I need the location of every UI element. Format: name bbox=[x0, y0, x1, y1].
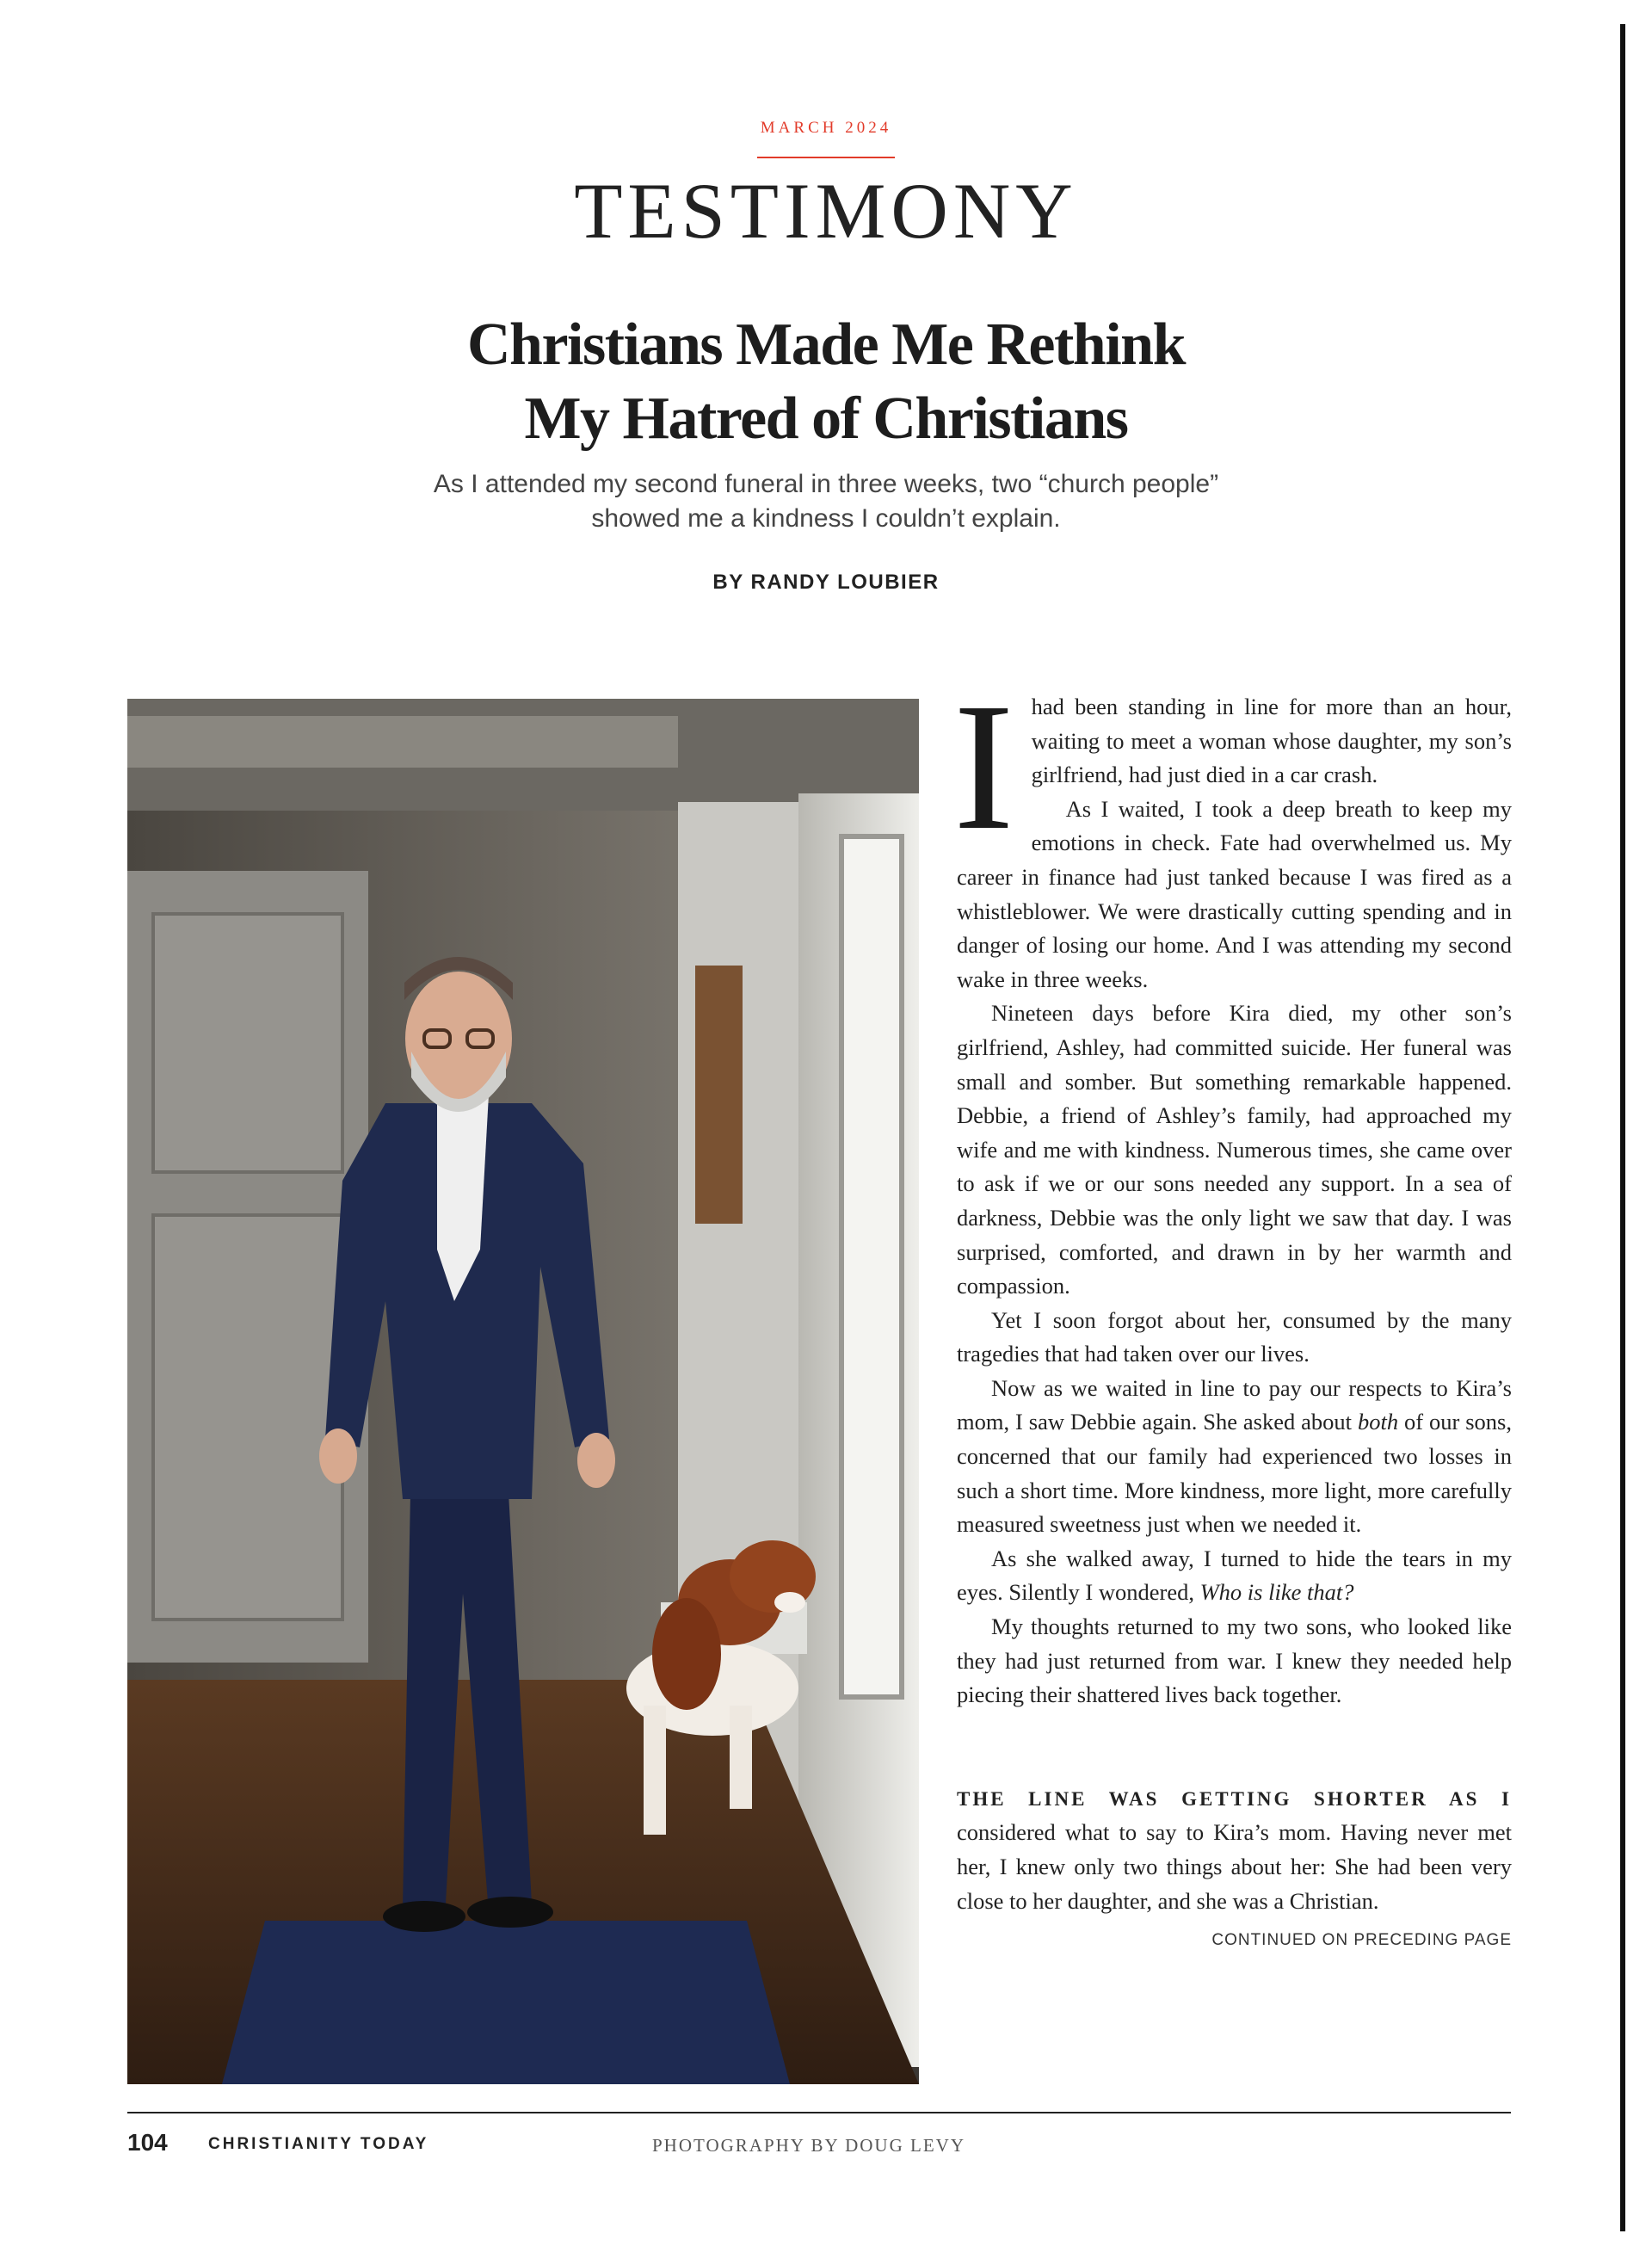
paragraph-5-text-b: of our sons, concerned that our family had experienced two losses in such a short time. More kindness, more light, more carefully measured sweetness just when we needed it. bbox=[957, 1409, 1512, 1538]
paragraph-8 bbox=[957, 1781, 1512, 1950]
paragraph-6 bbox=[957, 1542, 1512, 1610]
headline bbox=[0, 308, 1652, 456]
paragraph-6-emphasis: Who is like that? bbox=[1199, 1579, 1354, 1606]
byline: BY RANDY LOUBIER bbox=[712, 571, 940, 594]
paragraph-7: My thoughts returned to my two sons, who looked like they had just returned from war. I knew they needed help piecing their shattered lives back together. bbox=[957, 1614, 1512, 1708]
paragraph-6-text-a: As she walked away, I turned to hide the tears in my eyes. Silently I wondered, bbox=[957, 1545, 1512, 1606]
article-photo bbox=[127, 699, 919, 2084]
issue-date: MARCH 2024 bbox=[760, 119, 892, 137]
section-lead-in: THE LINE WAS GETTING SHORTER AS I bbox=[957, 1787, 1512, 1810]
paragraph-8-text: considered what to say to Kira’s mom. Having never met her, I knew only two things about her: She had been very close to her daughter, and she was a Christian. bbox=[957, 1819, 1512, 1914]
date-divider bbox=[757, 157, 895, 158]
paragraph-1 bbox=[953, 665, 1512, 867]
page-number: 104 bbox=[127, 2129, 168, 2156]
headline-line-2: My Hatred of Christians bbox=[524, 386, 1128, 452]
paragraph-1-text: had been standing in line for more than an hour, waiting to meet a woman whose daughter, my son’s girlfriend, had just died in a car crash. bbox=[1031, 694, 1512, 788]
paragraph-4: Yet I soon forgot about her, consumed by the many tragedies that had taken over our lives. bbox=[957, 1306, 1512, 1367]
publication-name: CHRISTIANITY TODAY bbox=[208, 2135, 429, 2153]
dek bbox=[0, 467, 1652, 536]
dek-line-1: As I attended my second funeral in three weeks, two “church people” bbox=[433, 470, 1219, 498]
continued-note: CONTINUED ON PRECEDING PAGE bbox=[1211, 1931, 1512, 1950]
paragraph-5-text-a: Now as we waited in line to pay our respects to Kira’s mom, I saw Debbie again. She asked about bbox=[957, 1374, 1512, 1435]
footer-divider bbox=[127, 2112, 1511, 2113]
drop-cap: I bbox=[953, 665, 1014, 867]
headline-line-1: Christians Made Me Rethink bbox=[466, 312, 1186, 378]
paragraph-5-emphasis: both bbox=[1357, 1409, 1399, 1435]
portrait-illustration bbox=[127, 699, 919, 2084]
dek-line-2: showed me a kindness I couldn’t explain. bbox=[591, 504, 1061, 533]
section-title: TESTIMONY bbox=[574, 167, 1078, 255]
article-body bbox=[953, 665, 1512, 1958]
paragraph-3: Nineteen days before Kira died, my other son’s girlfriend, Ashley, had committed suicide. Her funeral was small and somber. But something remarkable happened. Debbie, a friend of Ashley’s family, had approached my wife and me with kindness. Numerous times, she came over to ask if we or our sons needed any support. In a sea of darkness, Debbie was the only light we saw that day. I was surprised, comforted, and drawn in by her warmth and compassion. bbox=[957, 1000, 1512, 1299]
paragraph-2: As I waited, I took a deep breath to keep my emotions in check. Fate had overwhelmed us. My career in finance had just tanked because I was fired as a whistleblower. We were drastically cutting spending and in danger of losing our home. And I was attending my second wake in three weeks. bbox=[957, 795, 1512, 992]
paragraph-5 bbox=[957, 1372, 1512, 1542]
photo-credit: PHOTOGRAPHY BY DOUG LEVY bbox=[652, 2135, 965, 2156]
